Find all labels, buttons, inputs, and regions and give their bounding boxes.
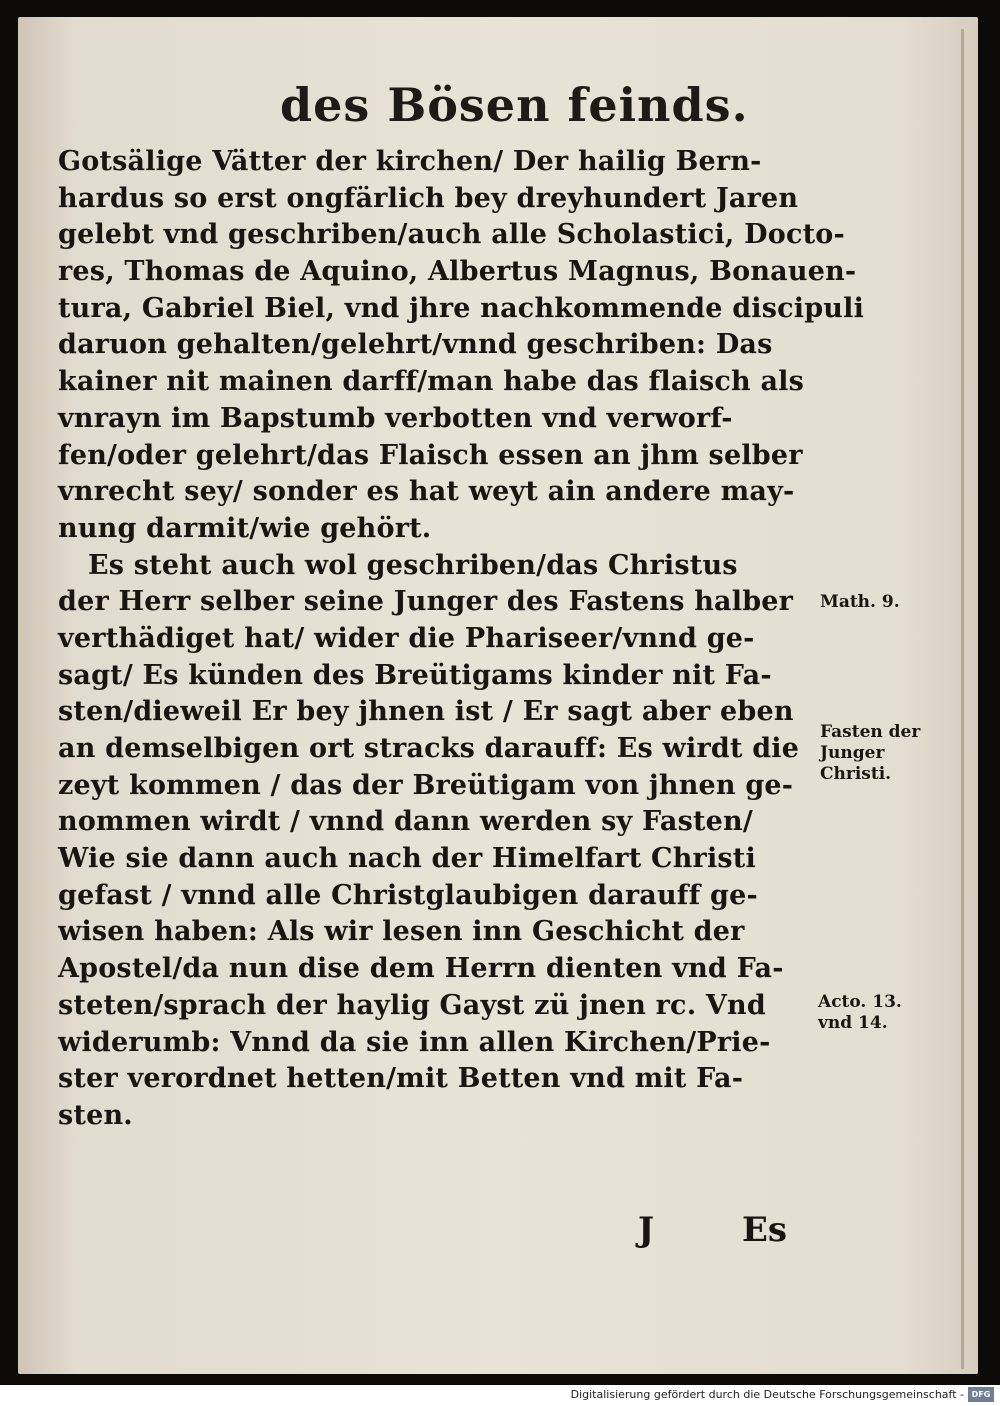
text-line: res, Thomas de Aquino, Albertus Magnus, Bonauen- xyxy=(58,256,857,288)
text-line: Wie sie dann auch nach der Himelfart Christi xyxy=(58,843,756,875)
margin-note-text: Junger xyxy=(820,743,885,763)
text-line: widerumb: Vnnd da sie inn allen Kirchen/Prie- xyxy=(58,1026,771,1058)
text-line: Es steht auch wol geschriben/das Christus xyxy=(88,549,738,581)
text-line: an demselbigen ort stracks darauff: Es wirdt die xyxy=(58,733,800,764)
text-line: daruon gehalten/gelehrt/vnnd geschriben: Das xyxy=(58,329,773,361)
margin-note-text: Math. 9. xyxy=(820,592,900,612)
text-line: sten/dieweil Er bey jhnen ist / Er sagt aber eben xyxy=(58,696,794,728)
dfg-logo: DFG xyxy=(968,1387,994,1402)
text-line: gefast / vnnd alle Christglaubigen darauff ge- xyxy=(58,879,758,911)
text-line: wisen haben: Als wir lesen inn Geschicht der xyxy=(58,916,745,948)
text-line: Apostel/da nun dise dem Herrn dienten vnd Fa- xyxy=(58,953,784,985)
text-line: vnrecht sey/ sonder es hat weyt ain andere may- xyxy=(58,476,795,508)
funding-credit: Digitalisierung gefördert durch die Deutsche Forschungsgemeinschaft - xyxy=(570,1388,964,1401)
text-line: hardus so erst ongfärlich bey dreyhundert Jaren xyxy=(58,182,799,214)
text-line: ster verordnet hetten/mit Betten vnd mit Fa- xyxy=(58,1063,744,1095)
footer-bar xyxy=(0,1385,1000,1406)
margin-note-acto xyxy=(818,992,902,1034)
text-line: vnrayn im Bapstumb verbotten vnd verworf- xyxy=(58,402,733,434)
text-line: fen/oder gelehrt/das Flaisch essen an jhm selber xyxy=(58,439,803,471)
margin-note-text: Fasten der xyxy=(820,722,921,742)
text-line: sten. xyxy=(58,1099,133,1131)
catchword: Es xyxy=(742,1210,788,1250)
text-line: tura, Gabriel Biel, vnd jhre nachkommende discipuli xyxy=(58,292,865,324)
text-line: sagt/ Es künden des Breütigams kinder nit Fa- xyxy=(58,659,772,691)
text-line: Gotsälige Vätter der kirchen/ Der hailig Bern- xyxy=(58,146,762,177)
text-line: kainer nit mainen darff/man habe das flaisch als xyxy=(58,366,804,398)
margin-note-text: Acto. 13. xyxy=(818,992,902,1012)
text-line: nung darmit/wie gehört. xyxy=(58,512,432,544)
text-line: gelebt vnd geschriben/auch alle Scholastici, Docto- xyxy=(58,219,845,251)
margin-note-text: vnd 14. xyxy=(818,1013,888,1033)
margin-note-fasten xyxy=(820,722,920,785)
running-header: des Bösen feinds. xyxy=(280,78,749,132)
text-line: verthädiget hat/ wider die Phariseer/vnnd ge- xyxy=(58,622,755,654)
text-line: nommen wirdt / vnnd dann werden sy Fasten/ xyxy=(58,806,753,838)
text-line: der Herr selber seine Junger des Fastens halber xyxy=(58,586,794,618)
text-line: steten/sprach der haylig Gayst zü jnen rc. Vnd xyxy=(58,989,766,1021)
margin-note-math xyxy=(820,592,900,613)
text-line: zeyt kommen / das der Breütigam von jhnen ge- xyxy=(58,769,794,801)
page-edge xyxy=(961,29,964,1369)
margin-note-text: Christi. xyxy=(820,764,892,784)
signature-mark: J xyxy=(638,1210,655,1250)
